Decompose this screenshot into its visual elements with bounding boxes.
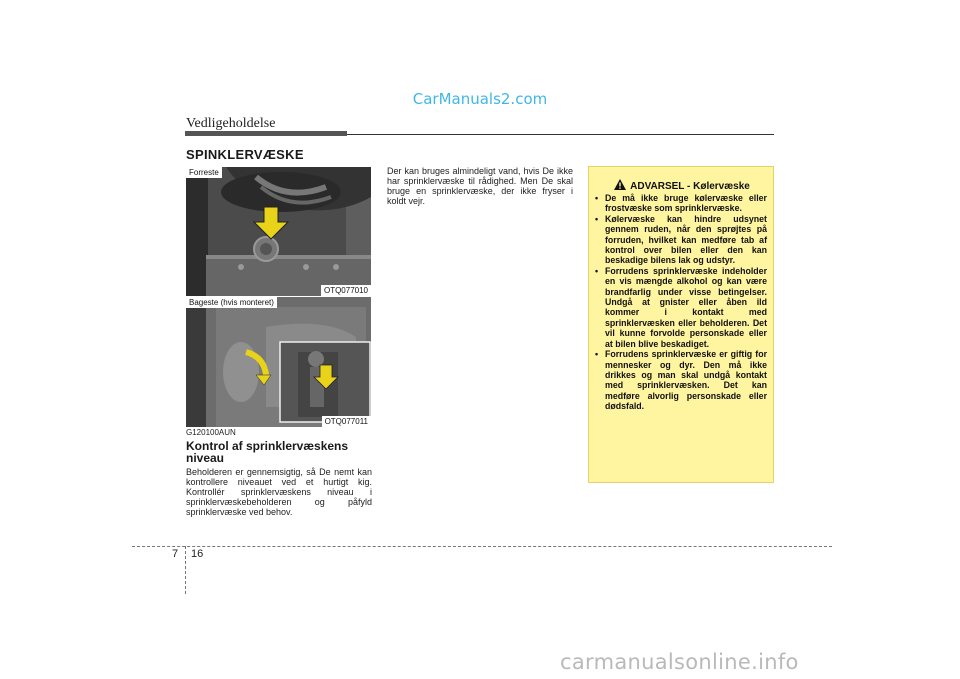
warning-item: • Forrudens sprinklervæske indeholder en vis mængde alkohol og kan være brandfarlig under visse betingelser. Undgå at gnister eller åben ild kommer i kontakt med sprinklervæsken eller beholderen. Det vil kunne forvolde personskade eller at bilen blive beskadiget. <box>595 266 767 349</box>
figure2-code: OTQ077011 <box>322 416 371 427</box>
chapter-number: 7 <box>172 548 179 560</box>
engine-photo-front <box>186 167 371 296</box>
warning-list <box>595 193 767 412</box>
section-label: Vedligeholdelse <box>186 116 276 131</box>
figure2-label: Bageste (hvis monteret) <box>186 297 277 308</box>
header-rule-dark <box>185 131 347 136</box>
warning-title: ADVARSEL - Kølervæske <box>630 181 750 192</box>
figure1-label: Forreste <box>186 167 222 178</box>
header-rule-thin <box>347 134 774 135</box>
warning-item: • Forrudens sprinklervæske er giftig for mennesker og dyr. Den må ikke drikkes og man skal undgå kontakt med sprinklervæsken. Det kan medføre alvorlig personskade eller dødsfald. <box>595 349 767 411</box>
sub-heading: Kontrol af sprinklervæskens niveau <box>186 439 349 465</box>
page-heading: SPINKLERVÆSKE <box>186 147 304 162</box>
warning-item: • Kølervæske kan hindre udsynet gennem ruden, når den sprøjtes på forruden, hvilket kan medføre tab af kontrol over bilen eller den kan beskadige bilens lak og udstyr. <box>595 214 767 266</box>
paragraph-middle: Der kan bruges almindeligt vand, hvis De ikke har sprinklervæske til rådighed. Men De skal bruge en sprinklervæske, der ikke fryser i koldt vejr. <box>387 166 573 206</box>
warning-item: • De må ikke bruge kølervæske eller frostvæske som sprinklervæske. <box>595 193 767 214</box>
reference-code: G120100AUN <box>186 428 236 437</box>
page-number: 16 <box>191 548 204 560</box>
warning-box <box>588 166 774 483</box>
trunk-illustration <box>186 297 371 427</box>
engine-bay-illustration <box>186 167 371 296</box>
footer-dashed-divider <box>185 546 186 594</box>
warning-triangle-icon <box>614 179 626 190</box>
footer-dashed-rule <box>132 546 832 547</box>
figure1-code: OTQ077010 <box>321 285 371 296</box>
paragraph-left: Beholderen er gennemsigtig, så De nemt kan kontrollere niveauet ved et hurtigt kig. Kontrollér sprinklervæskens niveau i sprinklervæskebeholderen og påfyld sprinklervæske ved behov. <box>186 467 372 517</box>
trunk-photo-rear <box>186 297 371 427</box>
watermark-bottom: carmanualsonline.info <box>560 650 799 674</box>
watermark-top: CarManuals2.com <box>412 90 548 108</box>
warning-title-row <box>589 179 775 192</box>
